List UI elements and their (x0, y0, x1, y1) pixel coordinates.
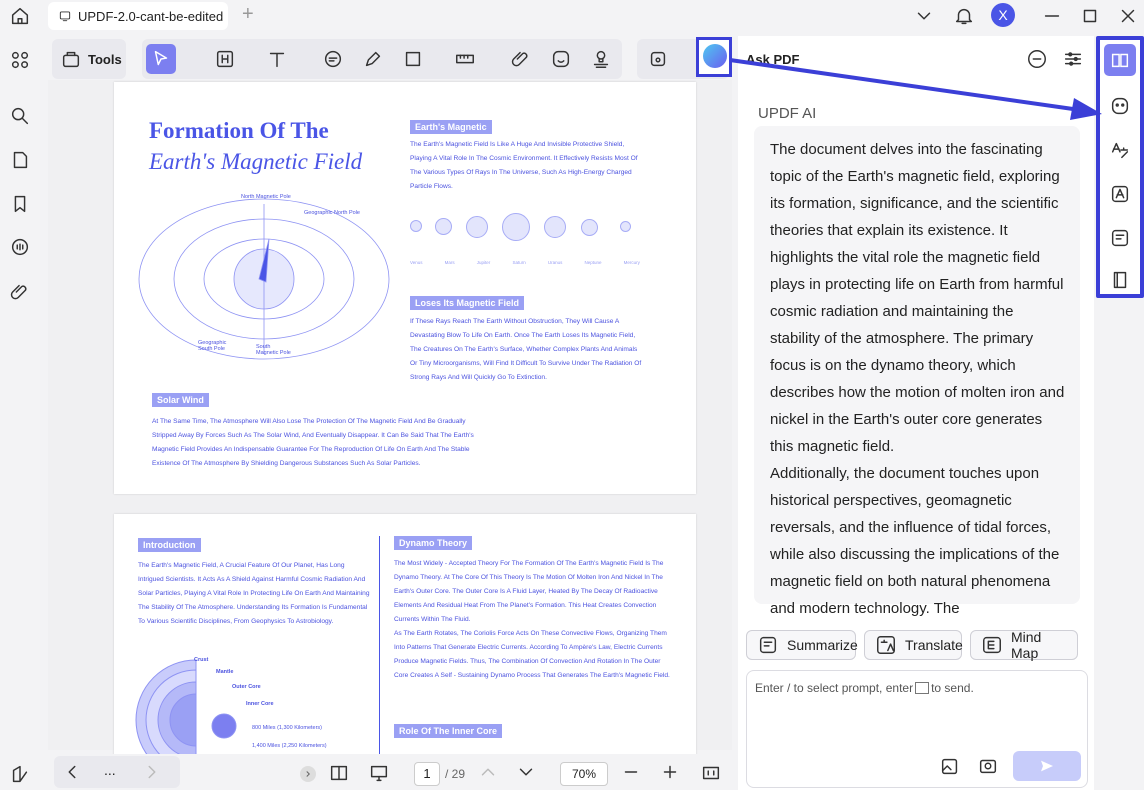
nav-group (54, 756, 180, 788)
planet-jupiter (466, 216, 488, 238)
earth-layers-diagram (136, 660, 246, 760)
ask-pdf-title: Ask PDF (746, 52, 800, 67)
ask-pdf-tab[interactable] (1104, 44, 1136, 76)
zoom-out-icon[interactable] (621, 762, 641, 782)
save-group (637, 39, 729, 79)
maximize-icon[interactable] (1078, 4, 1102, 28)
more-button[interactable]: ... (104, 762, 116, 778)
layer-crust: Crust (194, 657, 209, 663)
section-text-earth-magnetic: The Earth's Magnetic Field Is Like A Huge And Invisible Protective Shield, Playing A Vital Role In The Cosmic Environment. It Effectively Resists Most Of The Various Types Of Rays In The Universe, Such As High-Energy Charged Particle Flows. (410, 141, 638, 190)
placeholder-text-b: to send. (931, 681, 974, 695)
chevron-right-icon[interactable] (142, 762, 162, 782)
save-icon[interactable] (647, 48, 669, 70)
planet-row (410, 210, 640, 270)
placeholder-text-a: Enter / to select prompt, enter (755, 681, 914, 695)
minimize-icon[interactable] (1040, 4, 1064, 28)
page-total: / 29 (445, 767, 466, 781)
title-bar (0, 0, 1144, 32)
planet-labels (410, 260, 640, 265)
bottom-bar (48, 754, 732, 790)
toolbox-icon (60, 48, 82, 70)
planet-neptune (581, 219, 598, 236)
document-tab-icon (58, 9, 72, 23)
shape-icon[interactable] (402, 48, 424, 70)
section-tag-dynamo: Dynamo Theory (394, 536, 472, 550)
ai-assistant-button[interactable] (696, 37, 732, 77)
updf-ai-label: UPDF AI (758, 105, 817, 122)
planet-venus (410, 220, 422, 232)
send-button[interactable] (1013, 751, 1081, 781)
section-text-solar-wind: At The Same Time, The Atmosphere Will Also Lose The Protection Of The Magnetic Field And Be Gradually Stripped Away By Forces Such As The Solar Wind, And Eventually Disappear. It Can Be Said That The Earth's Magnetic Field Provides An Indispensable Guarantee For The Reproduction Of Life On Earth And The Stable Existence Of The Atmosphere By Shielding Dangerous Substances Such As Solar Particles. (152, 418, 474, 467)
planet-mercury (620, 221, 631, 232)
page-title: Formation Of The (149, 118, 329, 143)
tab-title: UPDF-2.0-cant-be-edited (78, 8, 224, 24)
planet-saturn (502, 213, 530, 241)
column-divider (379, 536, 380, 756)
pdf-page-1 (114, 82, 696, 494)
label-south-magnetic: South Magnetic Pole (256, 344, 291, 356)
summarize-label: Summarize (787, 637, 858, 653)
mind-map-label: Mind Map (1011, 629, 1042, 661)
pencil-icon[interactable] (362, 48, 384, 70)
section-tag-solar-wind: Solar Wind (152, 393, 209, 407)
depth-label: 1,400 Miles (2,250 Kilometers) (252, 743, 327, 749)
actual-size-icon[interactable] (700, 762, 722, 784)
planet-label: Uranus (547, 260, 563, 265)
paperclip-icon[interactable] (510, 48, 532, 70)
section-tag-introduction: Introduction (138, 538, 201, 552)
planet-mars (435, 218, 452, 235)
expand-toggle[interactable] (300, 766, 316, 782)
highlight-icon[interactable] (214, 48, 236, 70)
screenshot-icon[interactable] (977, 755, 999, 777)
text-tool-icon[interactable] (266, 48, 288, 70)
presentation-icon[interactable] (368, 762, 390, 784)
planet-label: Mercury (623, 260, 640, 265)
prompt-placeholder (755, 681, 974, 695)
section-text-loses: If These Rays Reach The Earth Without Obstruction, They Will Cause A Devastating Blow To Life On Earth. Once The Earth Loses Its Magnetic Field, The Creatures On The Earth's Surface, Whether Complex Plants And Animals Or Tiny Microorganisms, Will Find It Difficult To Survive Under The Radiation Of Strong Rays And Will Quickly Go To Extinction. (410, 318, 642, 381)
avatar[interactable]: X (991, 3, 1015, 27)
ai-response-text-2: Additionally, the document touches upon historical perspectives, geomagnetic reversals, and the influence of tidal forces, while also discussing the implications of the magnetic field on both natural phenomena and modern technology. The (770, 465, 1060, 617)
thumbnails-icon[interactable] (8, 48, 32, 72)
page-subtitle: Earth's Magnetic Field (149, 149, 363, 174)
label-geo-south: Geographic South Pole (198, 340, 227, 352)
chevron-up-icon[interactable] (478, 762, 498, 782)
history-icon[interactable] (1026, 48, 1048, 70)
translate-button[interactable] (864, 630, 962, 660)
document-tab[interactable] (48, 2, 228, 30)
chevron-right-small-icon (303, 769, 313, 779)
pdf-page-2 (114, 514, 696, 774)
document-view (48, 80, 732, 750)
pages-icon[interactable] (8, 148, 32, 172)
translate-icon (875, 634, 897, 656)
label-north-magnetic: North Magnetic Pole (241, 194, 291, 200)
chevron-left-icon[interactable] (62, 762, 82, 782)
ai-logo-icon (703, 44, 727, 68)
zoom-input[interactable]: 70% (560, 762, 608, 786)
page-number-input[interactable]: 1 (414, 762, 440, 786)
quick-actions (746, 630, 1078, 660)
attachment-icon[interactable] (8, 280, 32, 304)
chat-ai-icon[interactable] (1108, 94, 1132, 118)
layer-outer-core: Outer Core (232, 684, 261, 690)
mind-map-icon (981, 634, 1003, 656)
planet-label: Saturn (512, 260, 526, 265)
mind-map-button[interactable] (970, 630, 1078, 660)
zoom-in-icon[interactable] (660, 762, 680, 782)
layers-icon[interactable] (8, 762, 32, 786)
planet-label: Jupiter (476, 260, 491, 265)
section-text-introduction: The Earth's Magnetic Field, A Crucial Feature Of Our Planet, Has Long Intrigued Scientists. It Acts As A Shield Against Harmful Cosmic Radiation And Solar Particles, Playing A Vital Role In Protecting Life On Earth And Maintaining The Stability Of The Atmosphere. Understanding Its Formation Is Fundamental To Various Scientific Disciplines, From Geophysics To Astrobiology. (138, 562, 370, 625)
book-ai-icon (1109, 49, 1131, 71)
ai-response-text: The document delves into the fascinating topic of the Earth's magnetic field, exploring its formation, significance, and the scientific theories that explain its existence. It highlights the vital role the magnetic field plays in protecting life on Earth from harmful cosmic radiation and maintaining the stability of the atmosphere. The primary focus is on the dynamo theory, which describes how the motion of molten iron and nickel in the Earth's outer core generates this magnetic field. (770, 141, 1065, 455)
summarize-button[interactable] (746, 630, 856, 660)
enter-key-icon (915, 682, 929, 694)
ai-response-card (754, 126, 1080, 617)
close-icon[interactable] (1116, 4, 1140, 28)
measure-icon[interactable] (454, 48, 476, 70)
new-tab-button[interactable]: + (242, 3, 254, 25)
section-text-dynamo: The Most Widely - Accepted Theory For The Formation Of The Earth's Magnetic Field Is The Dynamo Theory. At The Core Of This Theory Is The Motion Of Molten Iron And Nickel In The Earth's Outer Core. The Outer Core Is A Fluid Layer, Heated By The Decay Of Radioactive Elements And Residual Heat From The Planet's Formation. This Heat Creates Convection Currents Within The Fluid. (394, 560, 664, 623)
left-sidebar (0, 36, 40, 790)
home-icon[interactable] (8, 4, 32, 28)
bookmark-icon[interactable] (8, 192, 32, 216)
select-tool[interactable] (146, 44, 176, 74)
ai-feature-strip (1096, 36, 1144, 298)
section-text-dynamo-2: As The Earth Rotates, The Coriolis Force Acts On These Convective Flows, Organizing Them Into Patterns That Generate Electric Currents. According To Ampère's Law, Electric Currents Produce Magnetic Fields. Thus, The Combination Of Convection And Rotation In The Outer Core Creates A Self - Sustaining Dynamo Process That Generates The Earth's Magnetic Field. (394, 630, 670, 679)
cursor-icon (146, 44, 176, 74)
knowledge-book-icon[interactable] (1108, 268, 1132, 292)
section-tag-inner-core: Role Of The Inner Core (394, 724, 502, 738)
summary-tab-icon[interactable] (1108, 226, 1132, 250)
settings-icon[interactable] (1062, 48, 1084, 70)
bell-icon[interactable] (952, 4, 976, 28)
stamp-icon[interactable] (590, 48, 612, 70)
explain-icon[interactable] (1108, 182, 1132, 206)
section-tag-loses: Loses Its Magnetic Field (410, 296, 524, 310)
image-ai-icon[interactable] (939, 755, 961, 777)
planet-uranus (544, 216, 566, 238)
page-layout-icon[interactable] (328, 762, 350, 784)
layer-mantle: Mantle (216, 669, 234, 675)
section-tag-earth-magnetic: Earth's Magnetic (410, 120, 492, 134)
planet-label: Neptune (584, 260, 602, 265)
send-icon (1039, 758, 1055, 774)
planet-label: Mars (444, 260, 455, 265)
prompt-input[interactable] (746, 670, 1088, 788)
translate-tab-icon[interactable] (1108, 138, 1132, 162)
translate-label: Translate (905, 637, 963, 653)
chevron-down-nav-icon[interactable] (516, 762, 536, 782)
planet-label: Venus (410, 260, 423, 265)
tools-label: Tools (88, 52, 122, 67)
annotation-toolbar (142, 39, 622, 79)
comments-icon[interactable] (8, 235, 32, 259)
depth-label: 800 Miles (1,300 Kilometers) (252, 725, 323, 731)
chevron-down-icon[interactable] (912, 4, 936, 28)
layer-inner-core: Inner Core (246, 701, 274, 707)
label-geo-north: Geographic North Pole (304, 210, 360, 216)
summarize-icon (757, 634, 779, 656)
search-icon[interactable] (8, 104, 32, 128)
tools-button[interactable] (52, 39, 126, 79)
sticker-icon[interactable] (550, 48, 572, 70)
comment-icon[interactable] (322, 48, 344, 70)
